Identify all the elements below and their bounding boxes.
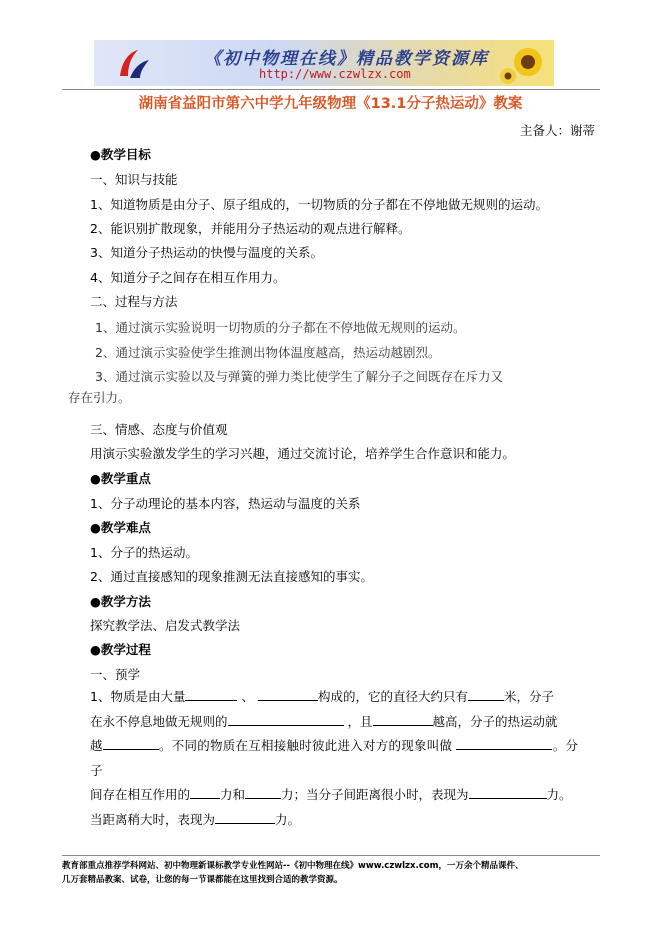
answer-blank[interactable] [258, 688, 318, 701]
process-item-3a: 3、通过演示实验以及与弹簧的弹力类比使学生了解分子之间既存在斥力又 [95, 369, 503, 384]
q-text: 构成的，它的直径大约只有 [317, 689, 468, 704]
footer-line-1: 教育部重点推荐学科网站、初中物理新课标教学专业性网站--《初中物理在线》www.czwlzx.com，一万余个精品课件、 [62, 861, 524, 871]
page-title: 湖南省益阳市第六中学九年级物理《13.1分子热运动》教案 [138, 96, 523, 112]
q-text: 在永不停息地做无规则的 [90, 713, 228, 729]
answer-blank[interactable] [215, 811, 275, 824]
sunflower-icon [498, 42, 546, 84]
answer-blank[interactable] [190, 786, 220, 799]
knowledge-item-4: 4、知道分子之间存在相互作用力。 [90, 270, 286, 285]
answer-blank[interactable] [469, 786, 547, 799]
difficulty-heading: ●教学难点 [90, 520, 151, 535]
knowledge-item-1: 1、知道物质是由分子、原子组成的，一切物质的分子都在不停地做无规则的运动。 [90, 197, 548, 212]
difficulty-item-2: 2、通过直接感知的现象推测无法直接感知的事实。 [90, 569, 373, 584]
q-text: 。不同的物质在互相接触时彼此进入对方的现象叫做 [158, 738, 453, 753]
footer-line-2: 几万套精品教案、试卷，让您的每一节课都能在这里找到合适的教学资源。 [62, 875, 343, 885]
answer-blank[interactable] [456, 737, 552, 750]
key-item-1: 1、分子动理论的基本内容，热运动与温度的关系 [90, 496, 361, 511]
question-line-2 [90, 710, 578, 735]
q-text: 越高，分子的热运动就 [432, 713, 558, 729]
author-line: 主备人：谢蒂 [519, 123, 595, 138]
q-text: ，且 [347, 713, 373, 729]
answer-blank[interactable] [185, 688, 237, 701]
process-heading: ●教学过程 [90, 642, 151, 657]
answer-blank[interactable] [373, 713, 433, 726]
question-line-1 [90, 685, 578, 710]
question-line-3 [90, 734, 578, 783]
q-text: 、 [241, 689, 254, 704]
q-text: 越 [90, 738, 103, 753]
footer [62, 859, 622, 887]
header-banner [94, 40, 554, 86]
fill-in-question [90, 685, 578, 832]
method-item-1: 探究教学法、启发式教学法 [90, 618, 241, 633]
answer-blank[interactable] [468, 688, 504, 701]
banner-title: 《初中物理在线》精品教学资源库 [204, 49, 489, 69]
process-item-2: 2、通过演示实验使学生推测出物体温度越高，热运动越剧烈。 [95, 345, 441, 360]
key-heading: ●教学重点 [90, 471, 151, 486]
header-rule [62, 89, 600, 90]
attitude-item-1: 用演示实验激发学生的学习兴趣，通过交流讨论，培养学生合作意识和能力。 [90, 446, 516, 461]
question-line-5 [90, 808, 578, 833]
section-knowledge: 一、知识与技能 [90, 172, 178, 187]
answer-blank[interactable] [228, 713, 344, 726]
answer-blank[interactable] [245, 786, 281, 799]
q-text: 米，分子 [503, 689, 554, 704]
q-text: 1、物质是由大量 [90, 689, 186, 704]
banner-url[interactable]: http://www.czwlzx.com [259, 67, 411, 81]
footer-rule [62, 855, 600, 856]
site-logo-icon [116, 46, 152, 82]
process-item-3b: 存在引力。 [68, 390, 131, 405]
knowledge-item-2: 2、能识别扩散现象，并能用分子热运动的观点进行解释。 [90, 221, 411, 236]
goals-heading: ●教学目标 [90, 147, 151, 162]
process-item-1: 1、通过演示实验说明一切物质的分子都在不停地做无规则的运动。 [95, 320, 466, 335]
q-text: 力。 [275, 811, 301, 827]
q-text: 力和 [220, 787, 246, 802]
q-text: 间存在相互作用的 [90, 787, 191, 802]
q-text: 当距离稍大时，表现为 [90, 811, 216, 827]
knowledge-item-3: 3、知道分子热运动的快慢与温度的关系。 [90, 245, 323, 260]
q-text: 力；当分子间距离很小时，表现为 [281, 787, 469, 802]
method-heading: ●教学方法 [90, 594, 151, 609]
q-text: 力。 [546, 787, 572, 802]
q-text: 。分子 [90, 738, 578, 778]
prestudy-heading: 一、预学 [90, 667, 141, 682]
section-process: 二、过程与方法 [90, 294, 178, 309]
section-attitude: 三、情感、态度与价值观 [90, 422, 228, 437]
difficulty-item-1: 1、分子的热运动。 [90, 545, 198, 560]
question-line-4 [90, 783, 578, 808]
answer-blank[interactable] [103, 737, 159, 750]
